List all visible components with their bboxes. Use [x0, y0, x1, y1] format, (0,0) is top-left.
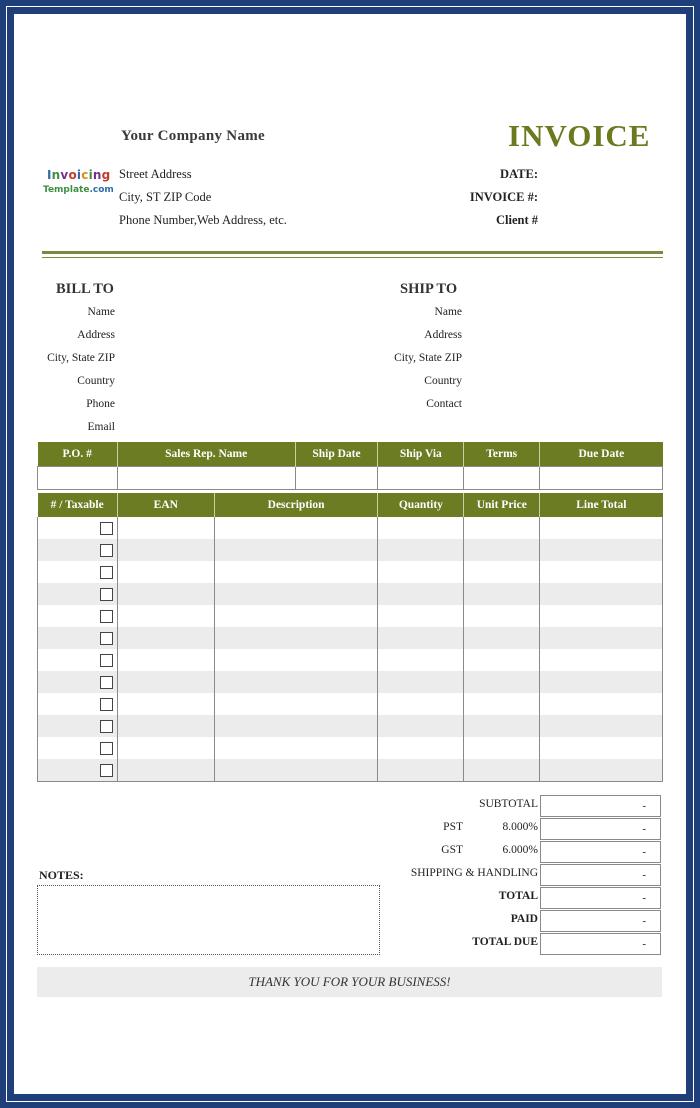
taxable-header: # / Taxable — [38, 493, 118, 517]
ship-to-name-label: Name — [434, 306, 462, 318]
gst-value[interactable]: - — [540, 841, 661, 863]
bill-to-title: BILL TO — [56, 281, 114, 297]
taxable-cell[interactable] — [38, 671, 118, 693]
quantity-cell[interactable] — [378, 583, 464, 605]
taxable-checkbox[interactable] — [100, 720, 113, 733]
unit-price-header: Unit Price — [464, 493, 540, 517]
pst-label: PST — [443, 821, 463, 833]
ean-cell[interactable] — [117, 715, 214, 737]
table-row — [38, 605, 663, 627]
bill-to-address-label: Address — [77, 329, 115, 341]
ean-cell[interactable] — [117, 737, 214, 759]
quantity-cell[interactable] — [378, 517, 464, 539]
bill-to-email-label: Email — [87, 421, 115, 433]
quantity-cell[interactable] — [378, 561, 464, 583]
line-total-cell[interactable] — [540, 759, 663, 782]
line-total-cell[interactable] — [540, 693, 663, 715]
table-row — [38, 671, 663, 693]
paid-label: PAID — [510, 913, 538, 925]
taxable-checkbox[interactable] — [100, 632, 113, 645]
pst-rate[interactable]: 8.000% — [502, 821, 538, 833]
table-row — [38, 627, 663, 649]
terms-header: Terms — [464, 442, 540, 467]
ship-to-contact-label: Contact — [426, 398, 462, 410]
line-total-cell[interactable] — [540, 583, 663, 605]
table-row — [38, 759, 663, 782]
table-row — [38, 583, 663, 605]
po-number-header: P.O. # — [38, 442, 118, 467]
line-total-cell[interactable] — [540, 715, 663, 737]
taxable-cell[interactable] — [38, 649, 118, 671]
ship-to-title: SHIP TO — [400, 281, 458, 297]
pst-value[interactable]: - — [540, 818, 661, 840]
description-cell[interactable] — [214, 627, 378, 649]
description-cell[interactable] — [214, 539, 378, 561]
terms-cell[interactable] — [464, 467, 540, 490]
unit-price-cell[interactable] — [464, 583, 540, 605]
ean-cell[interactable] — [117, 583, 214, 605]
unit-price-cell[interactable] — [464, 517, 540, 539]
unit-price-cell[interactable] — [464, 715, 540, 737]
invoice-title: INVOICE — [508, 118, 651, 153]
ship-date-cell[interactable] — [295, 467, 378, 490]
unit-price-cell[interactable] — [464, 561, 540, 583]
ship-to-address-label: Address — [424, 329, 462, 341]
ship-to-city-label: City, State ZIP — [394, 352, 462, 364]
client-number-label: Client # — [495, 213, 538, 227]
ship-via-header: Ship Via — [378, 442, 464, 467]
taxable-checkbox[interactable] — [100, 566, 113, 579]
table-row — [38, 737, 663, 759]
table-row — [38, 539, 663, 561]
bill-to-name-label: Name — [87, 306, 115, 318]
taxable-cell[interactable] — [38, 759, 118, 782]
taxable-checkbox[interactable] — [100, 764, 113, 777]
quantity-cell[interactable] — [378, 671, 464, 693]
line-total-cell[interactable] — [540, 671, 663, 693]
taxable-checkbox[interactable] — [100, 742, 113, 755]
taxable-cell[interactable] — [38, 561, 118, 583]
unit-price-cell[interactable] — [464, 627, 540, 649]
taxable-cell[interactable] — [38, 583, 118, 605]
quantity-cell[interactable] — [378, 627, 464, 649]
taxable-checkbox[interactable] — [100, 698, 113, 711]
subtotal-label: SUBTOTAL — [479, 798, 538, 810]
bill-to-phone-label: Phone — [86, 398, 115, 410]
taxable-checkbox[interactable] — [100, 676, 113, 689]
unit-price-cell[interactable] — [464, 693, 540, 715]
table-row — [38, 715, 663, 737]
taxable-cell[interactable] — [38, 715, 118, 737]
logo-line2: Template.com — [43, 185, 114, 195]
sales-rep-cell[interactable] — [117, 467, 295, 490]
ean-cell[interactable] — [117, 561, 214, 583]
total-value[interactable]: - — [540, 887, 661, 909]
taxable-checkbox[interactable] — [100, 588, 113, 601]
taxable-cell[interactable] — [38, 737, 118, 759]
company-contact: Phone Number,Web Address, etc. — [119, 213, 287, 227]
total-label: TOTAL — [498, 890, 538, 902]
line-total-cell[interactable] — [540, 627, 663, 649]
unit-price-cell[interactable] — [464, 759, 540, 782]
total-due-value[interactable]: - — [540, 933, 661, 955]
due-date-cell[interactable] — [540, 467, 663, 490]
line-total-cell[interactable] — [540, 737, 663, 759]
description-cell[interactable] — [214, 649, 378, 671]
po-table — [37, 442, 663, 490]
ean-cell[interactable] — [117, 671, 214, 693]
bill-to-city-label: City, State ZIP — [47, 352, 115, 364]
gst-label: GST — [441, 844, 463, 856]
company-street: Street Address — [119, 167, 192, 181]
quantity-cell[interactable] — [378, 693, 464, 715]
line-total-cell[interactable] — [540, 605, 663, 627]
description-cell[interactable] — [214, 715, 378, 737]
unit-price-cell[interactable] — [464, 649, 540, 671]
table-row — [38, 561, 663, 583]
due-date-header: Due Date — [540, 442, 663, 467]
ship-via-cell[interactable] — [378, 467, 464, 490]
unit-price-cell[interactable] — [464, 671, 540, 693]
quantity-cell[interactable] — [378, 737, 464, 759]
invoice-number-label: INVOICE #: — [469, 190, 538, 204]
description-header: Description — [214, 493, 378, 517]
shipping-value[interactable]: - — [540, 864, 661, 886]
description-cell[interactable] — [214, 737, 378, 759]
quantity-header: Quantity — [378, 493, 464, 517]
taxable-checkbox[interactable] — [100, 654, 113, 667]
notes-box[interactable] — [37, 885, 380, 955]
description-cell[interactable] — [214, 671, 378, 693]
po-number-cell[interactable] — [38, 467, 118, 490]
taxable-cell[interactable] — [38, 693, 118, 715]
ean-cell[interactable] — [117, 517, 214, 539]
company-city: City, ST ZIP Code — [119, 190, 212, 204]
unit-price-cell[interactable] — [464, 605, 540, 627]
taxable-cell[interactable] — [38, 605, 118, 627]
description-cell[interactable] — [214, 561, 378, 583]
ean-cell[interactable] — [117, 605, 214, 627]
taxable-checkbox[interactable] — [100, 610, 113, 623]
paid-value[interactable]: - — [540, 910, 661, 932]
line-total-cell[interactable] — [540, 517, 663, 539]
ean-cell[interactable] — [117, 539, 214, 561]
taxable-checkbox[interactable] — [100, 522, 113, 535]
ean-cell[interactable] — [117, 627, 214, 649]
quantity-cell[interactable] — [378, 759, 464, 782]
description-cell[interactable] — [214, 583, 378, 605]
description-cell[interactable] — [214, 517, 378, 539]
items-table — [37, 493, 663, 782]
line-total-cell[interactable] — [540, 561, 663, 583]
quantity-cell[interactable] — [378, 649, 464, 671]
taxable-cell[interactable] — [38, 627, 118, 649]
bill-to-country-label: Country — [77, 375, 115, 387]
description-cell[interactable] — [214, 693, 378, 715]
thank-you-banner: THANK YOU FOR YOUR BUSINESS! — [37, 967, 662, 997]
taxable-cell[interactable] — [38, 517, 118, 539]
subtotal-value[interactable]: - — [540, 795, 661, 817]
ship-date-header: Ship Date — [295, 442, 378, 467]
taxable-cell[interactable] — [38, 539, 118, 561]
quantity-cell[interactable] — [378, 605, 464, 627]
total-due-label: TOTAL DUE — [472, 936, 538, 948]
header-rule-thin — [42, 257, 663, 258]
quantity-cell[interactable] — [378, 539, 464, 561]
unit-price-cell[interactable] — [464, 737, 540, 759]
gst-rate[interactable]: 6.000% — [502, 844, 538, 856]
quantity-cell[interactable] — [378, 715, 464, 737]
sales-rep-header: Sales Rep. Name — [117, 442, 295, 467]
table-row — [38, 649, 663, 671]
ean-header: EAN — [117, 493, 214, 517]
ean-cell[interactable] — [117, 649, 214, 671]
table-row — [38, 517, 663, 539]
line-total-cell[interactable] — [540, 649, 663, 671]
logo-line1: Invoicing — [47, 168, 111, 182]
table-row — [38, 693, 663, 715]
header-rule — [42, 251, 663, 254]
company-name: Your Company Name — [121, 128, 265, 144]
line-total-cell[interactable] — [540, 539, 663, 561]
ean-cell[interactable] — [117, 693, 214, 715]
notes-label: NOTES: — [39, 868, 84, 882]
shipping-label: SHIPPING & HANDLING — [410, 867, 538, 879]
unit-price-cell[interactable] — [464, 539, 540, 561]
taxable-checkbox[interactable] — [100, 544, 113, 557]
description-cell[interactable] — [214, 759, 378, 782]
date-label: DATE: — [500, 167, 538, 181]
ean-cell[interactable] — [117, 759, 214, 782]
description-cell[interactable] — [214, 605, 378, 627]
line-total-header: Line Total — [540, 493, 663, 517]
ship-to-country-label: Country — [424, 375, 462, 387]
invoice-page — [14, 14, 686, 1094]
